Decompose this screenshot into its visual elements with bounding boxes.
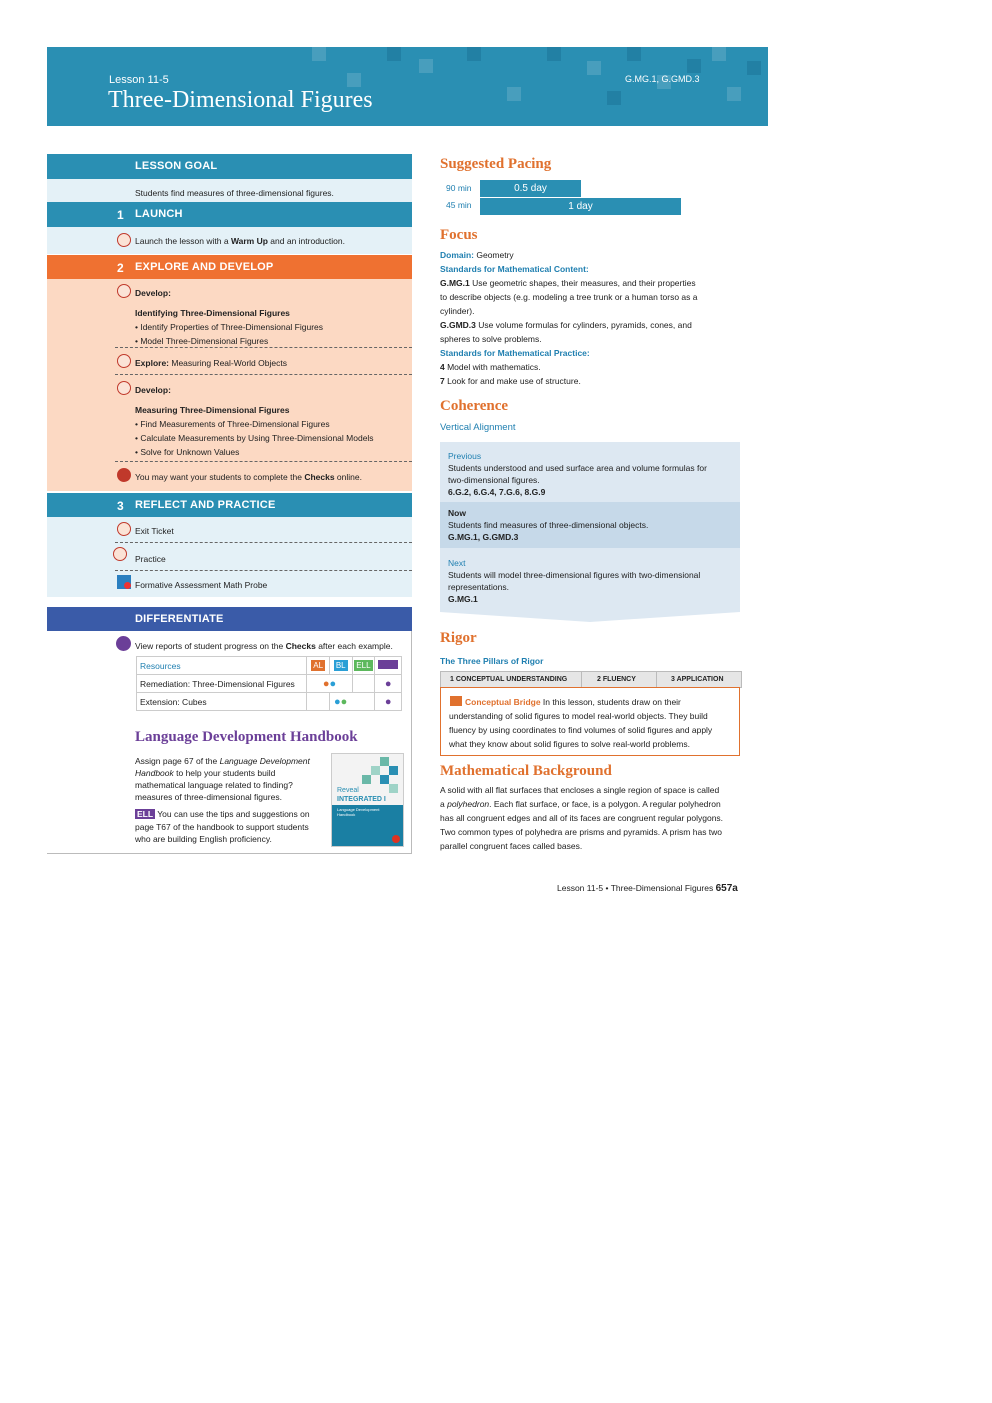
ell-badge: ELL	[356, 661, 371, 670]
ldh-text: page T67 of the handbook to support students	[135, 822, 309, 832]
rigor-sub: The Three Pillars of Rigor	[440, 656, 544, 666]
pacing-bar	[480, 180, 581, 197]
divider	[115, 347, 412, 348]
differentiate-text: View reports of student progress on the Checks after each example.	[135, 641, 393, 651]
cover-subtitle: Language Development Handbook	[337, 807, 380, 817]
pillar-label: 3 APPLICATION	[671, 676, 724, 683]
ell-dot: ●	[375, 693, 402, 711]
background-heading: Mathematical Background	[440, 763, 612, 779]
checks-text: You may want your students to complete the Checks online.	[135, 472, 362, 482]
lesson-goal-bar	[47, 154, 412, 179]
explore-row: Explore: Measuring Real-World Objects	[135, 358, 287, 368]
group-icon	[117, 284, 131, 298]
develop-label: Develop:	[135, 288, 171, 298]
develop-item: • Identify Properties of Three-Dimensional Figures	[135, 322, 324, 332]
focus-heading: Focus	[440, 227, 478, 243]
page-title: Three-Dimensional Figures	[108, 87, 373, 113]
group-icon	[117, 381, 131, 395]
develop-item: • Calculate Measurements by Using Three-Dimensional Models	[135, 433, 374, 443]
pillar-label: 2 FLUENCY	[597, 676, 636, 683]
resources-header: Resources	[137, 657, 307, 675]
report-chart-icon	[116, 636, 131, 651]
bl-badge: BL	[335, 661, 346, 670]
pacing-value: 1 day	[568, 201, 593, 212]
explore-bar	[47, 255, 412, 279]
pair-icon	[117, 354, 131, 368]
launch-bar	[47, 202, 412, 227]
develop-item: • Find Measurements of Three-Dimensional Figures	[135, 419, 330, 429]
develop-title: Identifying Three-Dimensional Figures	[135, 308, 290, 318]
ldh-text: Assign page 67 of the Language Development	[135, 756, 310, 766]
ldh-heading: Language Development Handbook	[135, 729, 358, 745]
al-dot: ●	[322, 677, 330, 690]
develop-item: • Solve for Unknown Values	[135, 447, 240, 457]
background-text: A solid with all flat surfaces that encloses a single region of space is called a polyhedron. Each flat surface, or face, is a polygon. A regular polyhedron has all congruent edges and all of its faces are congruent regular polygons. Two common types of polyhedra are prisms and pyramids. A prism has two parallel congruent faces called bases.	[440, 785, 724, 851]
divider	[115, 374, 412, 375]
develop-title: Measuring Three-Dimensional Figures	[135, 405, 290, 415]
ldh-text: mathematical language related to finding?	[135, 780, 293, 790]
now-text: Now Students find measures of three-dimensional objects. G.MG.1, G.GMD.3	[448, 508, 649, 542]
reflect-bar	[47, 493, 412, 517]
probe-icon	[117, 575, 131, 589]
coherence-sub: Vertical Alignment	[440, 422, 516, 433]
ldh-text: who are building English proficiency.	[135, 834, 272, 844]
divider	[115, 461, 412, 462]
pacing-heading: Suggested Pacing	[440, 156, 552, 172]
person-icon	[117, 468, 131, 482]
next-text: Next Students will model three-dimensional figures with two-dimensional representations. G.MG.1	[448, 558, 701, 604]
ldh-text: measures of three-dimensional figures.	[135, 792, 282, 802]
pacing-bar	[480, 198, 681, 215]
bl-dot: ●	[333, 695, 341, 708]
cover-brand: Reveal	[337, 787, 359, 794]
pacing-value: 0.5 day	[514, 183, 547, 194]
table-row: Remediation: Three-Dimensional Figures	[137, 675, 307, 693]
standards-tag: G.MG.1, G.GMD.3	[625, 74, 700, 84]
explore-heading: EXPLORE AND DEVELOP	[135, 261, 274, 273]
rigor-heading: Rigor	[440, 630, 477, 646]
pacing-label: 45 min	[446, 200, 472, 210]
launch-heading: LAUNCH	[135, 208, 183, 220]
ell-tag: ELL	[137, 809, 154, 819]
group-icon	[117, 233, 131, 247]
previous-text: Previous Students understood and used surface area and volume formulas for two-dimensional figures. 6.G.2, 6.G.4, 7.G.6, 8.G.9	[448, 451, 707, 497]
lesson-number: Lesson 11-5	[109, 74, 169, 86]
bl-dot: ●	[329, 677, 337, 690]
ldh-text: ELL You can use the tips and suggestions on	[137, 809, 310, 819]
divider	[115, 570, 412, 571]
lesson-goal-heading: LESSON GOAL	[135, 160, 218, 172]
launch-number: 1	[117, 208, 124, 222]
focus-body: Domain: Geometry Standards for Mathematical Content: G.MG.1 Use geometric shapes, their measures, and their properties to describe objects (e.g. modeling a tree trunk or a human torso as a cylinder). G.GMD.3 Use volume formulas for cylinders, pyramids, cones, and spheres to solve problems. Standards for Mathematical Practice: 4 Model with mathematics. 7 Look for and make use of structure.	[440, 250, 698, 386]
pillars-bar	[440, 671, 742, 688]
page-footer: Lesson 11-5 • Three-Dimensional Figures 657a	[557, 883, 738, 894]
develop-label: Develop:	[135, 385, 171, 395]
differentiate-heading: DIFFERENTIATE	[135, 613, 224, 625]
develop-item: • Model Three-Dimensional Figures	[135, 336, 269, 346]
resources-table	[136, 656, 402, 711]
pacing-label: 90 min	[446, 183, 472, 193]
coherence-heading: Coherence	[440, 398, 509, 414]
ell-dot: ●	[375, 675, 402, 693]
pillar-label: 1 CONCEPTUAL UNDERSTANDING	[450, 676, 568, 683]
differentiate-bar	[47, 607, 412, 631]
cover-title: INTEGRATED I	[337, 796, 386, 803]
reflect-item: Formative Assessment Math Probe	[135, 580, 268, 590]
ol-dot: ●	[340, 695, 348, 708]
al-badge: AL	[313, 661, 324, 670]
alignment-arrow	[440, 612, 740, 622]
reflect-number: 3	[117, 499, 124, 513]
pair-icon	[113, 547, 127, 561]
reflect-item: Exit Ticket	[135, 526, 174, 536]
divider	[115, 542, 412, 543]
launch-text: Launch the lesson with a Warm Up and an introduction.	[135, 236, 345, 246]
ldh-text: Handbook to help your students build	[135, 768, 276, 778]
lesson-header	[47, 47, 768, 126]
explore-number: 2	[117, 261, 124, 275]
reflect-item: Practice	[135, 554, 166, 564]
group-icon	[117, 522, 131, 536]
reflect-heading: REFLECT AND PRACTICE	[135, 499, 276, 511]
table-row: Extension: Cubes	[137, 693, 307, 711]
bridge-text: Conceptual Bridge In this lesson, students draw on their understanding of solid figures to model real-world objects. They build fluency by using coordinates to find volumes of solid figures and apply what they know about solid figures to solve real-world problems.	[449, 697, 713, 749]
lesson-goal-text: Students find measures of three-dimensional figures.	[135, 188, 334, 198]
ell-swatch	[378, 660, 398, 669]
handbook-cover	[331, 753, 404, 847]
